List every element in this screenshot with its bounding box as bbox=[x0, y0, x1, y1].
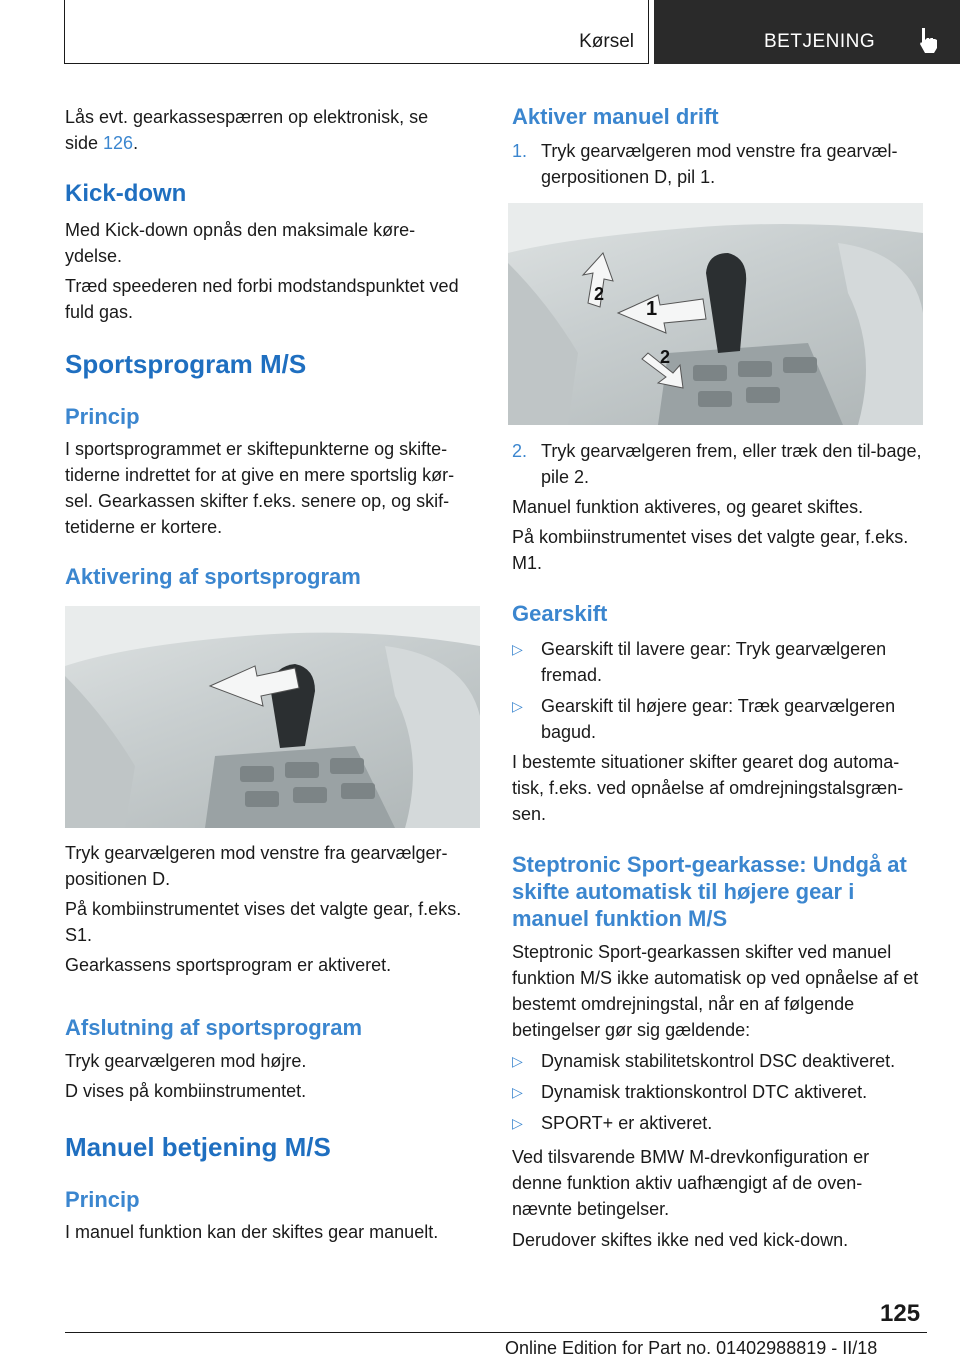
aktivering-paragraph-1: Tryk gearvælgeren mod venstre fra gearvælger-positionen D. bbox=[65, 843, 448, 889]
step-number-2: 2. bbox=[512, 441, 528, 461]
steptronic-paragraph-3: Derudover skiftes ikke ned ved kick-down. bbox=[512, 1230, 849, 1250]
page-number: 125 bbox=[880, 1300, 921, 1327]
manuel-betjening-heading: Manuel betjening M/S bbox=[65, 1132, 331, 1162]
step-text-2: Tryk gearvælgeren frem, eller træk den til-bage, pile 2. bbox=[541, 441, 922, 487]
gearskift-bullet-1: Gearskift til lavere gear: Tryk gearvælgeren fremad. bbox=[541, 639, 887, 685]
princip-heading-2: Princip bbox=[65, 1187, 140, 1212]
manuel-paragraph-1: Manuel funktion aktiveres, og gearet skiftes. bbox=[512, 497, 864, 517]
gear-selector-illustration bbox=[65, 606, 480, 828]
intro-line-2: side bbox=[65, 133, 104, 153]
arrow-label-2-bottom: 2 bbox=[660, 347, 671, 367]
gear-selector-photo-right bbox=[508, 203, 923, 425]
footer-edition: Online Edition for Part no. 01402988819 - II/18 bbox=[505, 1338, 878, 1358]
gear-selector-photo-left bbox=[65, 606, 480, 828]
bullet-triangle-icon: ▷ bbox=[512, 641, 523, 657]
steptronic-bullet-2: Dynamisk traktionskontrol DTC aktiveret. bbox=[541, 1082, 868, 1102]
steptronic-heading: Steptronic Sport-gearkasse: Undgå at skifte automatisk til højere gear i manuel funktion M/S bbox=[512, 852, 907, 931]
kickdown-heading: Kick-down bbox=[65, 180, 187, 207]
princip-paragraph-2: I manuel funktion kan der skiftes gear manuelt. bbox=[65, 1222, 439, 1242]
bullet-triangle-icon: ▷ bbox=[512, 1053, 523, 1069]
afslutning-paragraph-2: D vises på kombiinstrumentet. bbox=[65, 1081, 307, 1101]
kickdown-paragraph-1: Med Kick-down opnås den maksimale køre-ydelse. bbox=[65, 220, 416, 266]
steptronic-paragraph: Steptronic Sport-gearkassen skifter ved manuel funktion M/S ikke automatisk op ved opnåelse af et bestemt omdrejningstal, når en af følgende betingelser gør sig gældende: bbox=[512, 942, 919, 1040]
sportsprogram-heading: Sportsprogram M/S bbox=[65, 349, 307, 379]
gear-shift-arrows-illustration bbox=[508, 203, 923, 425]
intro-line-1: Lås evt. gearkassespærren op elektronisk, se bbox=[65, 107, 429, 127]
step-number-1: 1. bbox=[512, 141, 528, 161]
step-text-1: Tryk gearvælgeren mod venstre fra gearvæl-gerpositionen D, pil 1. bbox=[541, 141, 898, 187]
steptronic-bullet-3: SPORT+ er aktiveret. bbox=[541, 1113, 713, 1133]
aktiver-manuel-drift-heading: Aktiver manuel drift bbox=[512, 104, 719, 129]
pointing-hand-icon bbox=[916, 26, 942, 54]
princip-paragraph-1: I sportsprogrammet er skiftepunkterne og skifte-tiderne indrettet for at give en mere sportslig kør-sel. Gearkassen skifter f.eks. senere op, og skif-tetiderne er kortere. bbox=[65, 439, 455, 537]
bullet-triangle-icon: ▷ bbox=[512, 1115, 523, 1131]
steptronic-bullet-1: Dynamisk stabilitetskontrol DSC deaktiveret. bbox=[541, 1051, 896, 1071]
aktivering-paragraph-3: Gearkassens sportsprogram er aktiveret. bbox=[65, 955, 392, 975]
footer-divider bbox=[65, 1332, 927, 1333]
gearskift-heading: Gearskift bbox=[512, 601, 608, 626]
steptronic-paragraph-2: Ved tilsvarende BMW M-drevkonfiguration er denne funktion aktiv uafhængigt af de oven-nævnte betingelser. bbox=[512, 1147, 870, 1219]
bullet-triangle-icon: ▷ bbox=[512, 698, 523, 714]
header-chapter-label: BETJENING bbox=[764, 31, 876, 52]
manuel-paragraph-2: På kombiinstrumentet vises det valgte gear, f.eks. M1. bbox=[512, 527, 909, 573]
bullet-triangle-icon: ▷ bbox=[512, 1084, 523, 1100]
afslutning-paragraph-1: Tryk gearvælgeren mod højre. bbox=[65, 1051, 307, 1071]
kickdown-paragraph-2: Træd speederen ned forbi modstandspunktet ved fuld gas. bbox=[65, 276, 459, 322]
header-section-label: Kørsel bbox=[579, 31, 634, 52]
page-reference-link[interactable]: 126 bbox=[103, 133, 134, 153]
header-chapter-box bbox=[654, 0, 960, 64]
header-section-box bbox=[64, 0, 649, 64]
arrow-label-2-top: 2 bbox=[594, 284, 605, 304]
aktivering-heading: Aktivering af sportsprogram bbox=[65, 564, 361, 589]
arrow-label-1: 1 bbox=[646, 298, 658, 320]
gearskift-bullet-2: Gearskift til højere gear: Træk gearvælgeren bagud. bbox=[541, 696, 896, 742]
gearskift-paragraph: I bestemte situationer skifter gearet dog automa-tisk, f.eks. ved opnåelse af omdrejningstalsgræn-sen. bbox=[512, 752, 904, 824]
intro-text bbox=[65, 104, 480, 156]
princip-heading-1: Princip bbox=[65, 404, 140, 429]
afslutning-heading: Afslutning af sportsprogram bbox=[65, 1015, 363, 1040]
aktivering-paragraph-2: På kombiinstrumentet vises det valgte gear, f.eks. S1. bbox=[65, 899, 462, 945]
intro-period: . bbox=[133, 133, 139, 153]
